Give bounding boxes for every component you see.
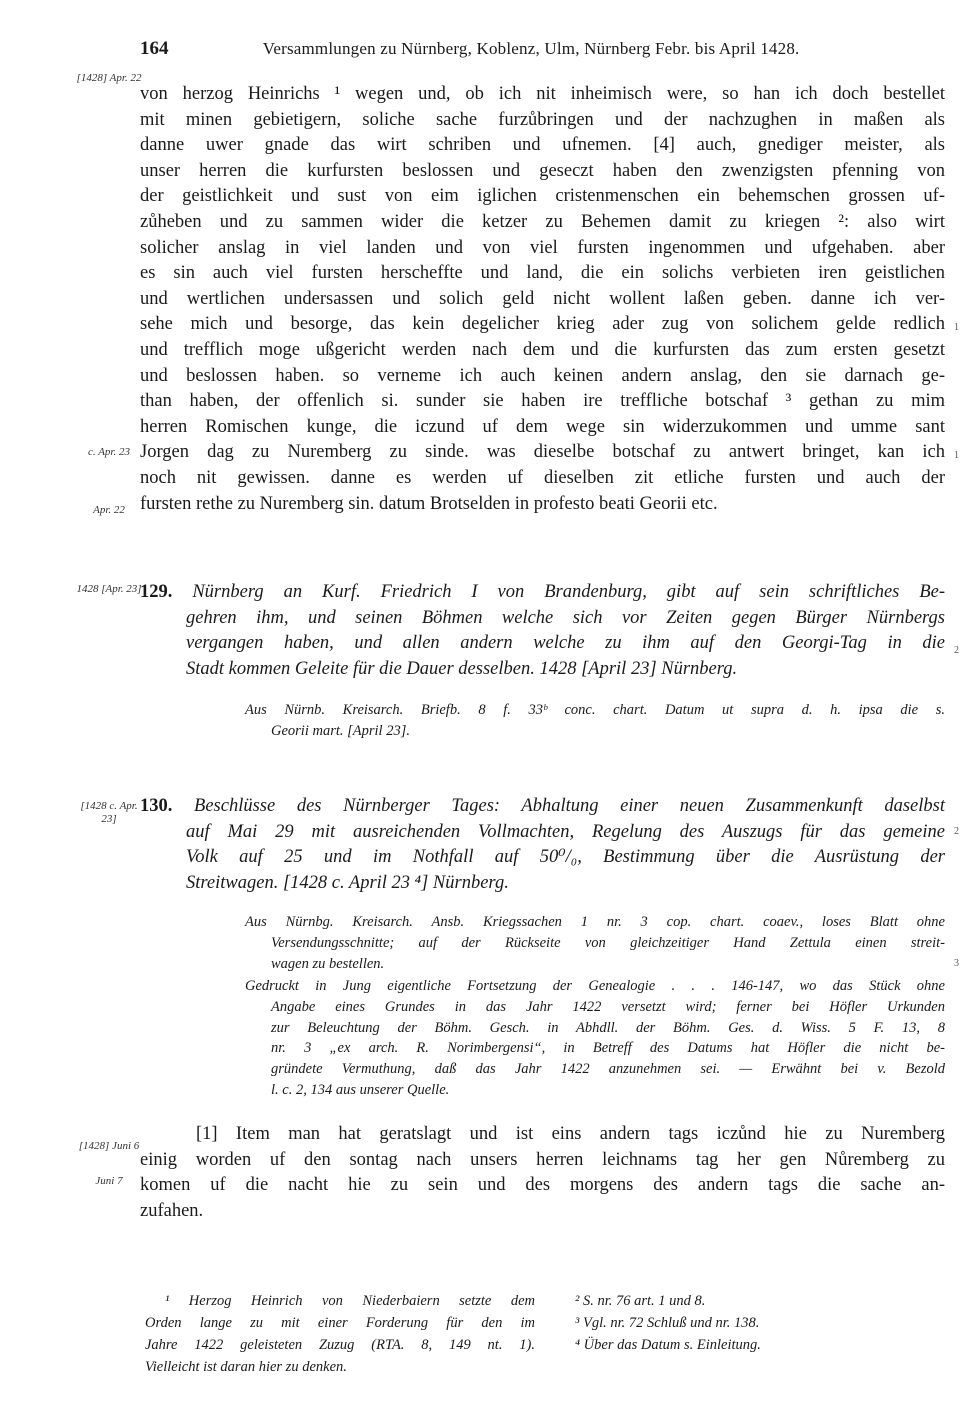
entry-129-title	[140, 580, 945, 682]
title-line: Nürnberg an Kurf. Friedrich I von Brandenburg, gibt auf sein schriftliches Be-	[192, 582, 945, 602]
entry-130-source	[245, 912, 945, 974]
footnote-line: Orden lange zu mit einer Forderung für den im	[145, 1315, 535, 1331]
footnote-column-right	[575, 1290, 945, 1356]
margin-note: 1428 [Apr. 23]	[76, 583, 142, 595]
footnote-column-left	[145, 1290, 535, 1378]
text-line: herren Romischen kunge, die iczund uf dem wege sin widerzukommen und umme sant	[140, 416, 945, 437]
entry-130-text	[140, 1122, 945, 1224]
footnote-line: ¹ Herzog Heinrich von Niederbaiern setzte dem	[165, 1293, 535, 1309]
source-line: Angabe eines Grundes in das Jahr 1422 versetzt wird; ferner bei Höfler Urkunden	[271, 998, 945, 1015]
letter-text	[140, 82, 945, 517]
footnote-line: Jahre 1422 geleisteten Zuzug (RTA. 8, 149 nt. 1).	[145, 1337, 535, 1353]
text-line: zůheben und zu sammen wider die ketzer zu Behemen damit zu kriegen ²: also wirt	[140, 211, 945, 232]
text-line: zufahen.	[140, 1200, 204, 1221]
entry-number: 130.	[140, 796, 173, 816]
title-line: gehren ihm, und seinen Böhmen welche sich vor Zeiten gegen Bürger Nürnbergs	[186, 607, 945, 628]
footnote-line: ³ Vgl. nr. 72 Schluß und nr. 138.	[575, 1315, 760, 1331]
entry-129-source	[245, 700, 945, 742]
source-line: zur Beleuchtung der Böhm. Gesch. in Abhdll. der Böhm. Ges. d. Wiss. 5 F. 13, 8	[271, 1019, 945, 1036]
entry-number: 129.	[140, 582, 173, 602]
source-line: Georii mart. [April 23].	[271, 722, 410, 739]
footnote-line: ⁴ Über das Datum s. Einleitung.	[575, 1337, 761, 1353]
edge-mark: 2	[954, 645, 959, 656]
title-line: vergangen haben, und allen andern welche zu ihm auf den Georgi-Tag in die	[186, 633, 945, 654]
source-line: l. c. 2, 134 aus unserer Quelle.	[271, 1081, 450, 1098]
text-line: fursten rethe zu Nuremberg sin. datum Brotselden in profesto beati Georii etc.	[140, 493, 718, 514]
text-line: und wertlichen undersassen und solich geld nicht wollent laßen geben. danne ich ver-	[140, 288, 945, 309]
title-line: Stadt kommen Geleite für die Dauer desselben. 1428 [April 23] Nürnberg.	[186, 658, 738, 679]
text-line: mit minen gebietigern, soliche sache furzůbringen und der nachzughen in maßen als	[140, 109, 945, 130]
text-line: than haben, der offenlich si. sunder sie haben ire treffliche botschaf ³ gethan zu mim	[140, 391, 945, 412]
text-line: noch nit gewissen. danne es werden uf dieselben zit etliche fursten und auch der	[140, 467, 945, 488]
edge-mark: 2	[954, 826, 959, 837]
text-line: danne uwer gnade das wirt schriben und ufnemen. [4] auch, gnediger meister, als	[140, 135, 945, 156]
text-line: der geistlichkeit und sust von eim iglichen cristenmenschen ein behemschen grossen uf-	[140, 186, 945, 207]
text-line: es sin auch viel fursten herscheffte und land, die ein solichs verbieten iren geistlichen	[140, 263, 945, 284]
source-line: Gedruckt in Jung eigentliche Fortsetzung der Genealogie . . . 146-147, wo das Stück ohne	[245, 978, 945, 994]
source-line: Versendungsschnitte; auf der Rückseite von gleichzeitiger Hand Zettula einen streit-	[271, 934, 945, 951]
source-line: wagen zu bestellen.	[271, 955, 385, 972]
margin-note: c. Apr. 23	[88, 446, 130, 458]
text-line: und trefflich moge ußgericht werden nach dem und die kurfursten das zum ersten gesetzt	[140, 339, 945, 360]
margin-note: [1428 c. Apr. 23]	[80, 800, 138, 825]
margin-note: Juni 7	[95, 1175, 123, 1187]
text-line: komen uf die nacht hie zu sein und des morgens des andern tags die sache an-	[140, 1175, 945, 1196]
footnote-line: Vielleicht ist daran hier zu denken.	[145, 1359, 347, 1375]
title-line: Streitwagen. [1428 c. April 23 ⁴] Nürnberg.	[186, 872, 509, 893]
page-header	[140, 38, 940, 60]
text-line: und beslossen haben. so verneme ich auch keinen andern anslag, den sie darnach ge-	[140, 365, 945, 386]
title-line: auf Mai 29 mit ausreichenden Vollmachten, Regelung des Auszugs für das gemeine	[186, 821, 945, 842]
page-number: 164	[140, 38, 169, 59]
footnote-line: ² S. nr. 76 art. 1 und 8.	[575, 1293, 706, 1309]
text-line: sehe mich und besorge, das kein degelicher krieg ader zug von solichem gelde redlich	[140, 314, 945, 335]
edge-mark: 1	[954, 322, 959, 333]
margin-note: [1428] Juni 6	[78, 1140, 140, 1152]
text-line: einig worden uf den sontag nach unsers herren leichnams tag her gen Nůremberg zu	[140, 1149, 945, 1170]
entry-130-print-reference	[245, 976, 945, 1101]
text-line: Jorgen dag zu Nuremberg zu sinde. was dieselbe botschaf zu antwert bringet, kan ich	[140, 442, 945, 463]
source-line: Aus Nürnb. Kreisarch. Briefb. 8 f. 33ᵇ conc. chart. Datum ut supra d. h. ipsa die s.	[245, 702, 945, 718]
edge-mark: 1	[954, 450, 959, 461]
text-line: von herzog Heinrichs ¹ wegen und, ob ich nit inheimisch were, so han ich doch bestellet	[140, 84, 945, 104]
source-line: Aus Nürnbg. Kreisarch. Ansb. Kriegssachen 1 nr. 3 cop. chart. coaev., loses Blatt ohne	[245, 914, 945, 930]
source-line: gründete Vermuthung, daß das Jahr 1422 anzunehmen sei. — Erwähnt bei v. Bezold	[271, 1061, 945, 1078]
text-line: unser herren die kurfursten beslossen und geseczt haben den zwenzigsten pfenning von	[140, 160, 945, 181]
running-title: Versammlungen zu Nürnberg, Koblenz, Ulm, Nürnberg Febr. bis April 1428.	[262, 39, 800, 58]
title-line: Volk auf 25 und im Nothfall auf 50⁰/₀, Bestimmung über die Ausrüstung der	[186, 847, 945, 868]
margin-note: Apr. 22	[93, 504, 125, 516]
source-line: nr. 3 „ex arch. R. Norimbergensi“, in Betreff des Datums hat Höfler die nicht be-	[271, 1040, 945, 1057]
entry-130-title	[140, 794, 945, 896]
title-line: Beschlüsse des Nürnberger Tages: Abhaltung einer neuen Zusammenkunft daselbst	[194, 796, 945, 816]
edge-mark: 3	[954, 958, 959, 969]
margin-note: [1428] Apr. 22	[76, 72, 142, 84]
text-line: solicher anslag in viel landen und von viel fursten ingenommen und ufgehaben. aber	[140, 237, 945, 258]
text-line: [1] Item man hat geratslagt und ist eins andern tags iczůnd hie zu Nuremberg	[196, 1124, 945, 1144]
